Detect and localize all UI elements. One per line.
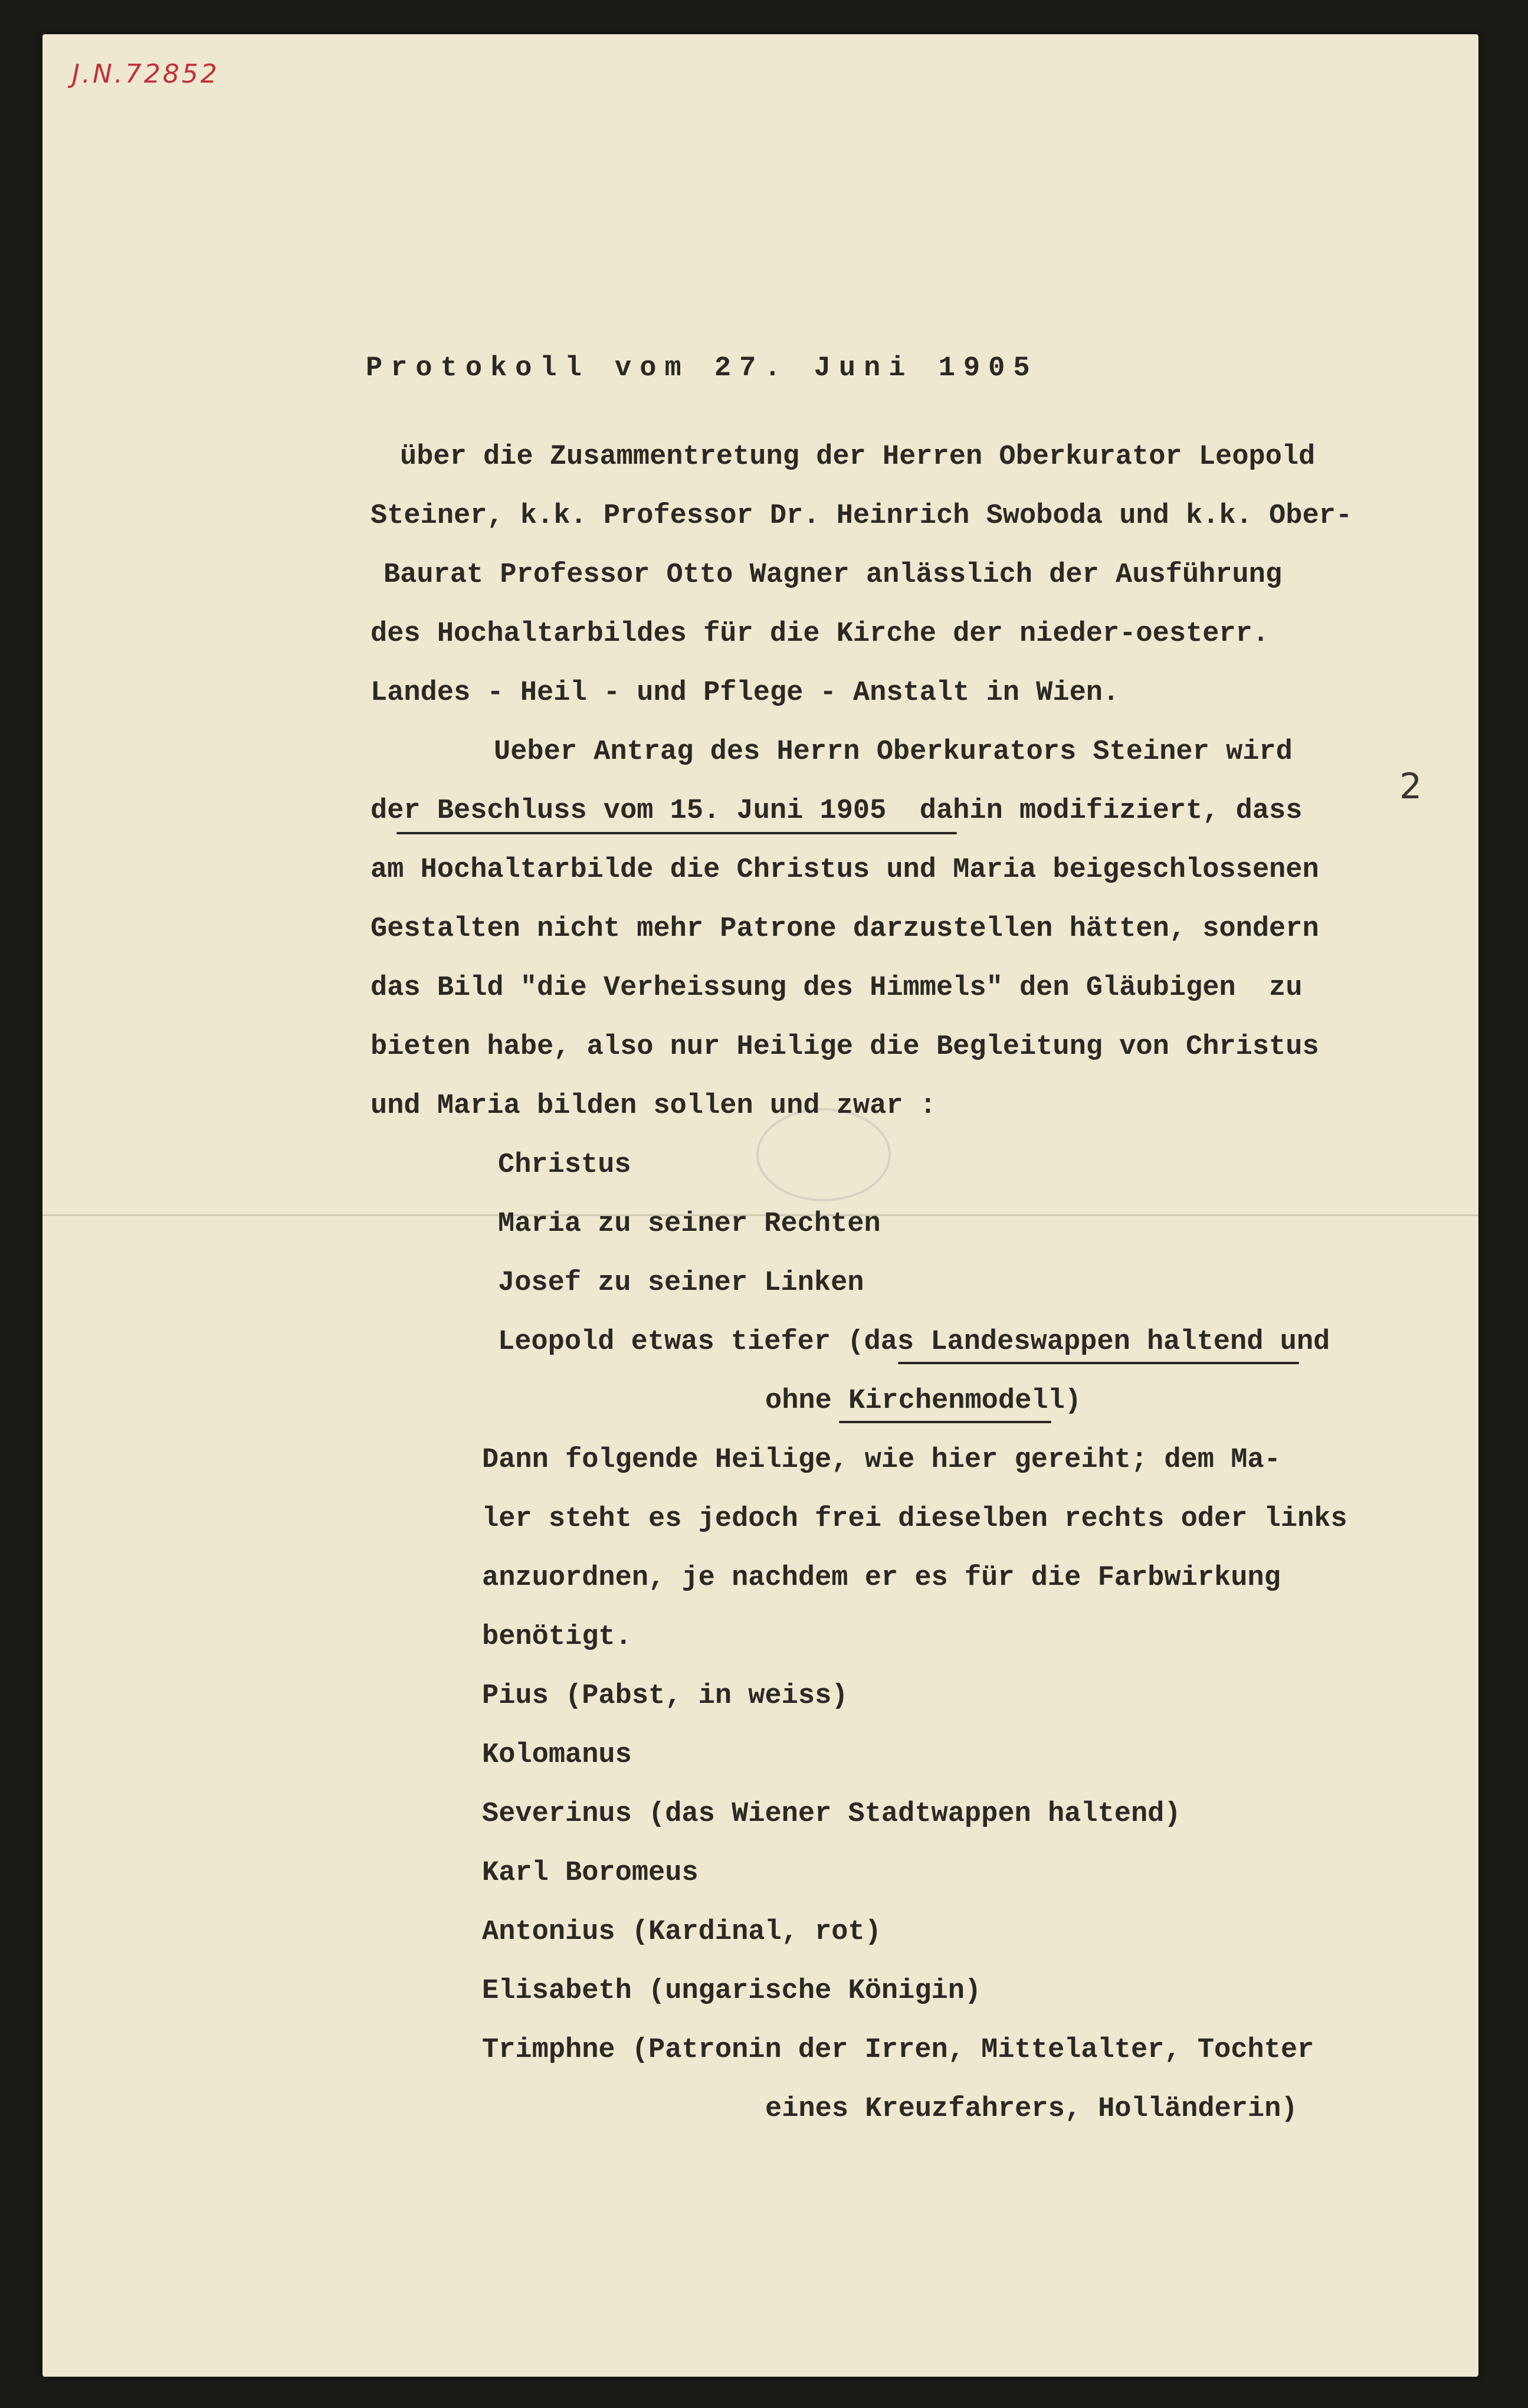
- figure-line: Christus: [498, 1149, 631, 1181]
- resolution-line: bieten habe, also nur Heilige die Begleitung von Christus: [370, 1031, 1319, 1063]
- document-page: [42, 34, 1478, 2377]
- instruction-line: Dann folgende Heilige, wie hier gereiht; dem Ma-: [482, 1444, 1281, 1476]
- handwritten-underline: [396, 832, 957, 834]
- intro-line: Steiner, k.k. Professor Dr. Heinrich Swoboda und k.k. Ober-: [370, 500, 1353, 532]
- figure-line: ohne Kirchenmodell): [765, 1385, 1081, 1417]
- instruction-line: benötigt.: [482, 1621, 632, 1653]
- saint-entry: Kolomanus: [482, 1739, 632, 1771]
- saint-entry: Trimphne (Patronin der Irren, Mittelalter, Tochter: [482, 2034, 1314, 2066]
- resolution-line: der Beschluss vom 15. Juni 1905 dahin modifiziert, dass: [370, 795, 1303, 827]
- intro-line: Baurat Professor Otto Wagner anlässlich der Ausführung: [383, 559, 1283, 591]
- resolution-line: am Hochaltarbilde die Christus und Maria beigeschlossenen: [370, 854, 1319, 886]
- intro-line: des Hochaltarbildes für die Kirche der nieder-oesterr.: [370, 618, 1270, 650]
- handwritten-underline: [839, 1421, 1051, 1423]
- saint-entry: Elisabeth (ungarische Königin): [482, 1975, 982, 2007]
- instruction-line: ler steht es jedoch frei dieselben rechts oder links: [482, 1503, 1347, 1535]
- figure-line: Leopold etwas tiefer (das Landeswappen haltend und: [498, 1326, 1330, 1358]
- archive-number: J.N.72852: [72, 59, 219, 89]
- intro-line: Landes - Heil - und Pflege - Anstalt in Wien.: [370, 677, 1120, 709]
- figure-line: Josef zu seiner Linken: [498, 1267, 864, 1299]
- saint-entry: Antonius (Kardinal, rot): [482, 1916, 881, 1948]
- figure-line: Maria zu seiner Rechten: [498, 1208, 881, 1240]
- faint-stamp: [756, 1108, 891, 1201]
- document-title: Protokoll vom 27. Juni 1905: [366, 353, 1038, 384]
- resolution-line: Ueber Antrag des Herrn Oberkurators Steiner wird: [494, 736, 1293, 768]
- resolution-line: das Bild "die Verheissung des Himmels" den Gläubigen zu: [370, 972, 1303, 1004]
- instruction-line: anzuordnen, je nachdem er es für die Farbwirkung: [482, 1562, 1281, 1594]
- saint-entry: Pius (Pabst, in weiss): [482, 1680, 848, 1712]
- saint-entry: Karl Boromeus: [482, 1857, 699, 1889]
- saint-entry: Severinus (das Wiener Stadtwappen haltend): [482, 1798, 1181, 1830]
- resolution-line: Gestalten nicht mehr Patrone darzustellen hätten, sondern: [370, 913, 1319, 945]
- margin-mark: 2: [1399, 766, 1422, 807]
- handwritten-underline: [898, 1362, 1299, 1364]
- saint-entry: eines Kreuzfahrers, Holländerin): [765, 2094, 1298, 2125]
- resolution-line: und Maria bilden sollen und zwar :: [370, 1090, 936, 1122]
- intro-line: über die Zusammentretung der Herren Oberkurator Leopold: [400, 441, 1316, 473]
